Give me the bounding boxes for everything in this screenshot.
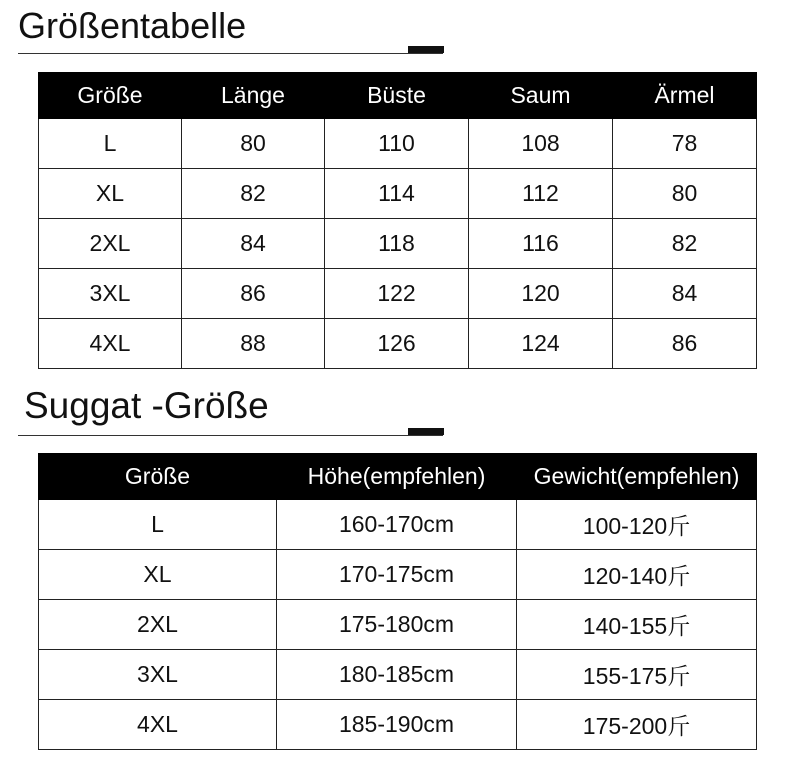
table-row [39, 700, 757, 750]
header-weight: Gewicht(empfehlen) [517, 454, 757, 500]
size-chart-header-row [39, 73, 757, 119]
cell-size: 3XL [39, 269, 182, 319]
table-row [39, 550, 757, 600]
cell-weight: 175-200斤 [517, 700, 757, 750]
cell-height: 180-185cm [277, 650, 517, 700]
cell-hem: 124 [469, 319, 613, 369]
cell-length: 80 [182, 119, 325, 169]
cell-size: L [39, 119, 182, 169]
cell-hem: 108 [469, 119, 613, 169]
cell-size: 4XL [39, 319, 182, 369]
header-sleeve: Ärmel [613, 73, 757, 119]
cell-sleeve: 82 [613, 219, 757, 269]
table-row [39, 319, 757, 369]
cell-size: XL [39, 169, 182, 219]
cell-size: 2XL [39, 219, 182, 269]
cell-hem: 120 [469, 269, 613, 319]
table-row [39, 500, 757, 550]
suggested-size-title: Suggat -Größe [24, 385, 269, 426]
cell-weight: 155-175斤 [517, 650, 757, 700]
cell-bust: 110 [325, 119, 469, 169]
cell-bust: 126 [325, 319, 469, 369]
header-bust: Büste [325, 73, 469, 119]
suggested-size-title-rule [18, 435, 443, 436]
cell-height: 160-170cm [277, 500, 517, 550]
cell-length: 82 [182, 169, 325, 219]
cell-height: 175-180cm [277, 600, 517, 650]
header-height: Höhe(empfehlen) [277, 454, 517, 500]
header-hem: Saum [469, 73, 613, 119]
cell-weight: 100-120斤 [517, 500, 757, 550]
cell-hem: 116 [469, 219, 613, 269]
cell-height: 185-190cm [277, 700, 517, 750]
suggested-size-table [38, 453, 757, 750]
header-size: Größe [39, 454, 277, 500]
table-row [39, 169, 757, 219]
size-chart-title-accent [408, 46, 444, 53]
cell-hem: 112 [469, 169, 613, 219]
suggested-size-header-row [39, 454, 757, 500]
cell-size: 3XL [39, 650, 277, 700]
cell-size: L [39, 500, 277, 550]
size-chart-title: Größentabelle [18, 5, 247, 46]
header-size: Größe [39, 73, 182, 119]
cell-bust: 122 [325, 269, 469, 319]
suggested-size-title-accent [408, 428, 444, 435]
cell-size: 4XL [39, 700, 277, 750]
cell-sleeve: 80 [613, 169, 757, 219]
cell-length: 86 [182, 269, 325, 319]
cell-size: 2XL [39, 600, 277, 650]
size-chart-title-rule [18, 53, 443, 54]
cell-bust: 114 [325, 169, 469, 219]
cell-length: 88 [182, 319, 325, 369]
table-row [39, 650, 757, 700]
cell-sleeve: 86 [613, 319, 757, 369]
cell-weight: 140-155斤 [517, 600, 757, 650]
table-row [39, 219, 757, 269]
size-chart-table [38, 72, 757, 369]
cell-sleeve: 78 [613, 119, 757, 169]
table-row [39, 119, 757, 169]
cell-length: 84 [182, 219, 325, 269]
table-row [39, 269, 757, 319]
cell-height: 170-175cm [277, 550, 517, 600]
cell-sleeve: 84 [613, 269, 757, 319]
header-length: Länge [182, 73, 325, 119]
cell-weight: 120-140斤 [517, 550, 757, 600]
cell-bust: 118 [325, 219, 469, 269]
table-row [39, 600, 757, 650]
cell-size: XL [39, 550, 277, 600]
